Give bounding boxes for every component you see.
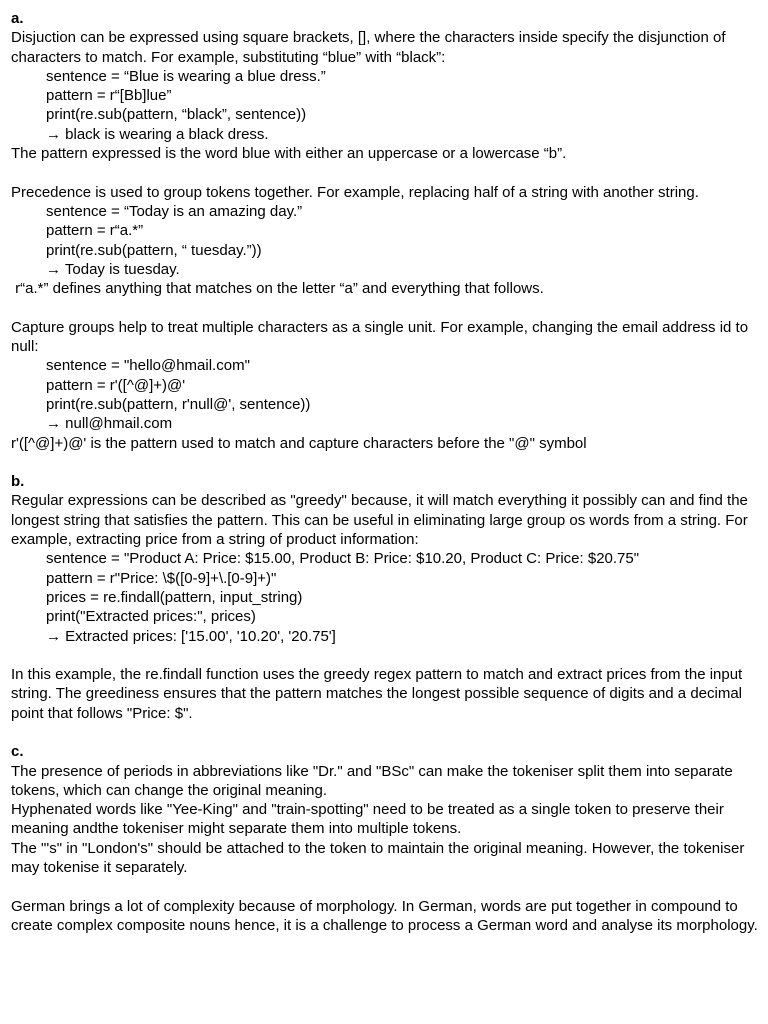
spacer xyxy=(11,298,758,317)
section-b-greedy-intro: Regular expressions can be described as "greedy" because, it will match everything it possibly can and find the longest string that satisfies the pattern. This can be useful in eliminating large group os words from a string. For example, extracting price from a string of product information: xyxy=(11,492,748,549)
spacer xyxy=(11,163,758,182)
section-c-hyphenated: Hyphenated words like "Yee-King" and "train-spotting" need to be treated as a single token to preserve their meaning andthe tokeniser might separate them into multiple tokens. xyxy=(11,801,724,838)
section-c-possessive: The "'s" in "London's" should be attached to the token to maintain the original meaning. However, the tokeniser may tokenise it separately. xyxy=(11,839,745,877)
code-line: print("Extracted prices:", prices) xyxy=(46,608,256,626)
code-output-line: → null@hmail.com xyxy=(46,415,173,433)
section-a-precedence-intro: Precedence is used to group tokens together. For example, replacing half of a string with another string. xyxy=(11,183,699,201)
section-c-german: German brings a lot of complexity because of morphology. In German, words are put together in compound to create complex composite nouns hence, it is a challenge to process a German word and analyse its morphology. xyxy=(11,897,758,934)
section-a-precedence-note: r“a.*” defines anything that matches on the letter “a” and everything that follows. xyxy=(11,280,544,298)
code-line: sentence = "Product A: Price: $15.00, Product B: Price: $10.20, Product C: Price: $20.75" xyxy=(46,550,640,568)
spacer xyxy=(11,453,758,472)
section-a-disjunction-note: The pattern expressed is the word blue with either an uppercase or a lowercase “b”. xyxy=(11,145,567,163)
section-c-abbreviations: The presence of periods in abbreviations like "Dr." and "BSc" can make the tokeniser split them into separate tokens, which can change the original meaning. xyxy=(11,762,733,799)
section-a-disjunction-intro: Disjuction can be expressed using square brackets, [], where the characters inside specify the disjunction of characters to match. For example, substituting “blue” with “black”: xyxy=(11,29,726,66)
code-line: print(re.sub(pattern, “black”, sentence)) xyxy=(46,106,307,124)
section-a-capture-note: r'([^@]+)@' is the pattern used to match and capture characters before the "@" symbol xyxy=(11,434,587,452)
section-a-heading: a. xyxy=(11,10,24,27)
spacer xyxy=(11,877,758,896)
code-line: print(re.sub(pattern, r'null@', sentence)) xyxy=(46,395,311,413)
section-b-explanation: In this example, the re.findall function uses the greedy regex pattern to match and extract prices from the input string. The greediness ensures that the pattern matches the longest possible sequence of digits and a decimal point that follows "Price: $". xyxy=(11,666,743,722)
section-b-heading: b. xyxy=(11,473,25,491)
code-line: pattern = r"Price: \$([0-9]+\.[0-9]+)" xyxy=(46,569,277,587)
code-line: pattern = r'([^@]+)@' xyxy=(46,376,186,394)
code-line: sentence = “Today is an amazing day.” xyxy=(46,202,303,220)
code-line: prices = re.findall(pattern, input_string) xyxy=(46,588,303,606)
spacer xyxy=(11,723,758,742)
code-line: sentence = “Blue is wearing a blue dress.” xyxy=(46,67,326,85)
section-a-capture-intro: Capture groups help to treat multiple characters as a single unit. For example, changing the email address id to null: xyxy=(11,318,749,356)
code-line: pattern = r“a.*” xyxy=(46,222,144,240)
code-output-line: → black is wearing a black dress. xyxy=(46,125,269,143)
code-output-line: → Extracted prices: ['15.00', '10.20', '20.75'] xyxy=(46,627,336,645)
spacer xyxy=(11,646,758,665)
code-line: pattern = r“[Bb]lue” xyxy=(46,87,172,105)
code-line: sentence = "hello@hmail.com" xyxy=(46,357,250,375)
code-line: print(re.sub(pattern, “ tuesday.”)) xyxy=(46,241,262,259)
section-c-heading: c. xyxy=(11,743,24,761)
code-output-line: → Today is tuesday. xyxy=(46,260,180,278)
